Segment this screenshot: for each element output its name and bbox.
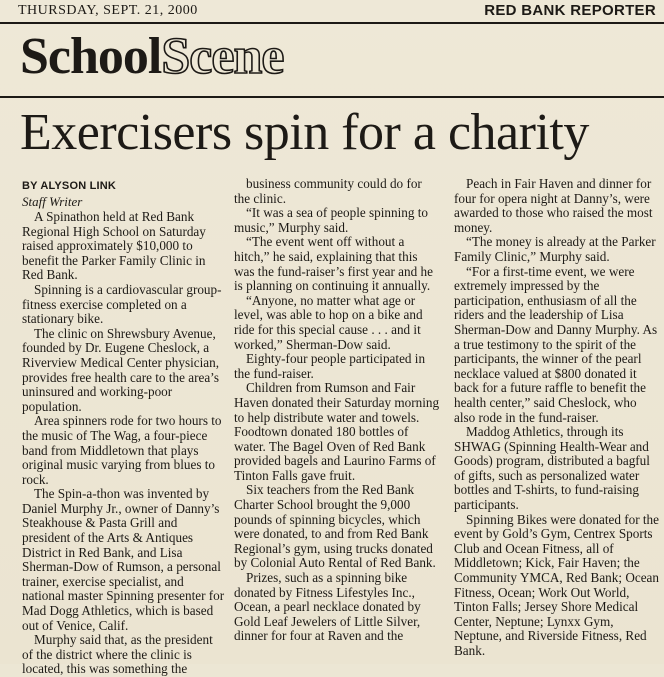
article-paragraph: Maddog Athletics, through its SHWAG (Spinning Health-Wear and Goods) program, distributed a bagful of gifts, such as personalized water bottles and T-shirts, to fund-raising participants. <box>454 424 650 513</box>
article-paragraph: Eighty-four people participated in the fund-raiser. <box>234 351 426 381</box>
article-column-3 <box>454 177 660 659</box>
headline: Exercisers spin for a charity <box>20 104 589 161</box>
article-paragraph: “Anyone, no matter what age or level, was able to hop on a bike and ride for this special cause . . . and it worked,” Sherman-Dow said. <box>234 292 423 352</box>
article-paragraph: “The money is already at the Parker Family Clinic,” Murphy said. <box>454 234 656 264</box>
dateline: THURSDAY, SEPT. 21, 2000 <box>18 3 198 18</box>
article-paragraph: “For a first-time event, we were extremely impressed by the participation, enthusiasm of all the riders and the leadership of Lisa Sherman-Dow and Danny Murphy. As a true testimony to the spirit of the participants, the winner of the pearl necklace valued at $800 donated it back for a future raffle to benefit the health center,” said Cheslock, who also rode in the fund-raiser. <box>454 263 658 425</box>
article-paragraph: Six teachers from the Red Bank Charter School brought the 9,000 pounds of spinning bicycles, which were donated, to and from Red Bank Regional’s gym, using trucks donated by Colonial Auto Rental of Red Bank. <box>234 482 436 571</box>
article-paragraph: Peach in Fair Haven and dinner for four for opera night at Danny’s, were awarded to those who raised the most money. <box>454 176 653 235</box>
top-rule <box>0 22 664 24</box>
section-rule <box>0 96 664 98</box>
masthead: RED BANK REPORTER <box>484 2 656 19</box>
article-paragraph: The clinic on Shrewsbury Avenue, founded by Dr. Eugene Cheslock, a Riverview Medical Center physician, provides free health care to the area’s uninsured and working-poor population. <box>22 325 220 414</box>
article-paragraph: Spinning is a cardiovascular group-fitness exercise completed on a stationary bike. <box>22 281 222 327</box>
article-paragraph: Prizes, such as a spinning bike donated by Fitness Lifestyles Inc., Ocean, a pearl necklace donated by Gold Leaf Jewelers of Little Silver, dinner for four at Raven and the <box>234 570 421 644</box>
article-paragraph: The Spin-a-thon was invented by Daniel Murphy Jr., owner of Danny’s Steakhouse & Pasta Grill and president of the Arts & Antiques District in Red Bank, and Lisa Sherman-Dow of Rumson, a personal trainer, exercise specialist, and national master Spinning presenter for Mad Dogg Athletics, which is based out of Venice, Calif. <box>22 486 225 633</box>
article-paragraph: “It was a sea of people spinning to music,” Murphy said. <box>234 205 429 235</box>
article-paragraph: Spinning Bikes were donated for the event by Gold’s Gym, Centrex Sports Club and Ocean Fitness, all of Middletown; Kick, Fair Haven; the Community YMCA, Red Bank; Ocean Fitness, Ocean; Work Out World, Tinton Falls; Jersey Shore Medical Center, Neptune; Lynxx Gym, Neptune, and Riverside Fitness, Red Bank. <box>454 511 660 658</box>
article-column-1 <box>22 210 226 677</box>
article-paragraph: A Spinathon held at Red Bank Regional High School on Saturday raised approximately $10,000 to benefit the Parker Family Clinic in Red Bank. <box>22 209 206 283</box>
section-title-scene: Scene <box>161 28 284 85</box>
byline: BY ALYSON LINK <box>22 180 117 192</box>
article-paragraph: business community could do for the clinic. <box>234 176 422 206</box>
byline-role: Staff Writer <box>22 194 83 209</box>
article-paragraph: Children from Rumson and Fair Haven donated their Saturday morning to help distribute water and towels. Foodtown donated 180 bottles of water. The Bagel Oven of Red Bank provided bagels and Laurino Farms of Tinton Falls gave fruit. <box>234 380 440 483</box>
section-title <box>20 27 283 87</box>
article-column-2 <box>234 177 440 644</box>
section-title-school: School <box>20 28 162 85</box>
article-paragraph: “The event went off without a hitch,” he said, explaining that this was the fund-raiser’s first year and he is planning on continuing it annually. <box>234 234 433 294</box>
article-paragraph: Murphy said that, as the president of the district where the clinic is located, this was something the <box>22 632 213 677</box>
article-paragraph: Area spinners rode for two hours to the music of The Wag, a four-piece band from Middletown that plays original music varying from blues to rock. <box>22 413 222 487</box>
